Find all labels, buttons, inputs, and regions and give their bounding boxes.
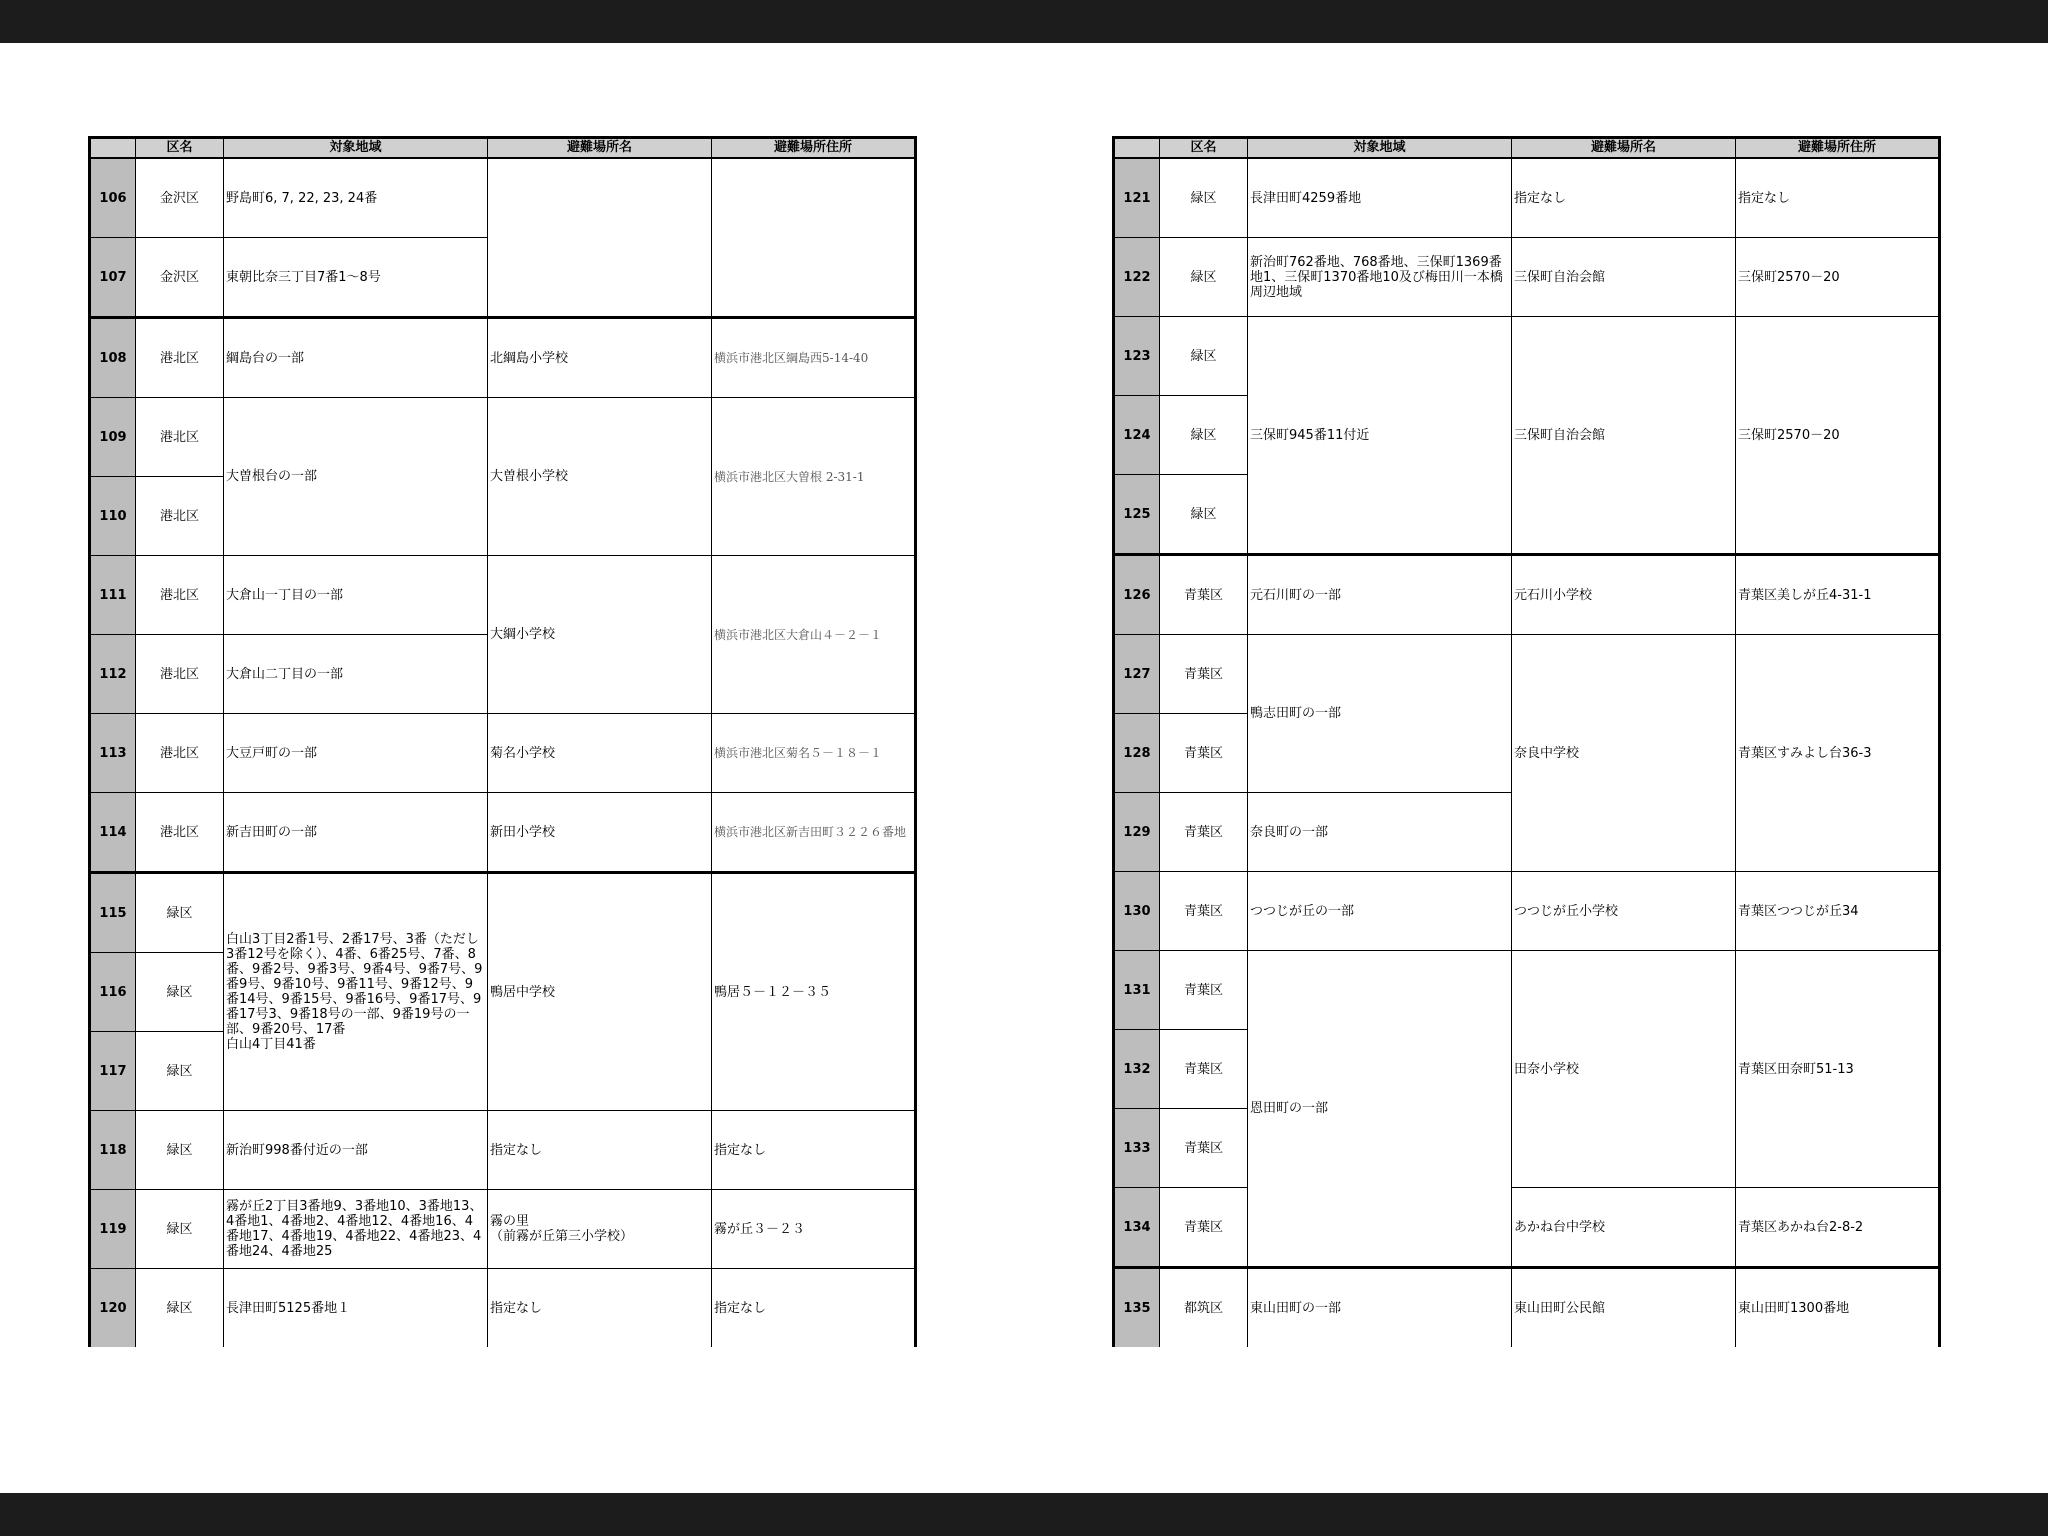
row-number: 125 (1114, 475, 1160, 555)
table-header-row (90, 138, 916, 159)
shelter-table-left (88, 136, 917, 1347)
table-row (90, 318, 916, 398)
ward-cell: 緑区 (1160, 238, 1248, 317)
row-number: 131 (1114, 951, 1160, 1030)
document-page-right (1112, 136, 1941, 1347)
table-row (90, 1190, 916, 1269)
address-cell: 指定なし (712, 1111, 916, 1190)
viewer-top-bar (0, 0, 2048, 43)
table-row (1114, 317, 1940, 396)
area-cell: 元石川町の一部 (1248, 555, 1512, 635)
shelter-cell: 指定なし (488, 1269, 712, 1348)
address-cell: 青葉区つつじが丘34 (1736, 872, 1940, 951)
area-cell: 野島町6, 7, 22, 23, 24番 (224, 158, 488, 238)
area-cell: 恩田町の一部 (1248, 951, 1512, 1268)
row-number: 110 (90, 477, 136, 556)
table-row (1114, 1268, 1940, 1348)
ward-cell: 青葉区 (1160, 793, 1248, 872)
area-cell: 新治町762番地、768番地、三保町1369番地1、三保町1370番地10及び梅田川一本橋周辺地域 (1248, 238, 1512, 317)
row-number: 133 (1114, 1109, 1160, 1188)
address-cell: 霧が丘３－２３ (712, 1190, 916, 1269)
table-row (1114, 635, 1940, 714)
area-cell: 三保町945番11付近 (1248, 317, 1512, 555)
ward-cell: 港北区 (136, 477, 224, 556)
ward-cell: 金沢区 (136, 158, 224, 238)
area-cell: 綱島台の一部 (224, 318, 488, 398)
address-cell: 青葉区田奈町51-13 (1736, 951, 1940, 1188)
table-row (90, 714, 916, 793)
table-row (1114, 158, 1940, 238)
table-row (90, 873, 916, 953)
ward-cell: 港北区 (136, 318, 224, 398)
header-shelter: 避難場所名 (488, 138, 712, 159)
ward-cell: 青葉区 (1160, 1030, 1248, 1109)
row-number: 130 (1114, 872, 1160, 951)
address-cell (712, 158, 916, 318)
header-ward: 区名 (1160, 138, 1248, 159)
table-row (1114, 951, 1940, 1030)
ward-cell: 青葉区 (1160, 555, 1248, 635)
row-number: 122 (1114, 238, 1160, 317)
address-cell: 横浜市港北区大曽根 2-31-1 (712, 398, 916, 556)
row-number: 120 (90, 1269, 136, 1348)
row-number: 116 (90, 953, 136, 1032)
shelter-cell: あかね台中学校 (1512, 1188, 1736, 1268)
area-cell: 大豆戸町の一部 (224, 714, 488, 793)
ward-cell: 都筑区 (1160, 1268, 1248, 1348)
address-cell: 青葉区あかね台2-8-2 (1736, 1188, 1940, 1268)
row-number: 117 (90, 1032, 136, 1111)
area-cell: 霧が丘2丁目3番地9、3番地10、3番地13、4番地1、4番地2、4番地12、4番地16、4番地17、4番地19、4番地22、4番地23、4番地24、4番地25 (224, 1190, 488, 1269)
ward-cell: 港北区 (136, 556, 224, 635)
ward-cell: 緑区 (1160, 158, 1248, 238)
shelter-cell: 田奈小学校 (1512, 951, 1736, 1188)
ward-cell: 緑区 (1160, 475, 1248, 555)
area-cell: 大倉山一丁目の一部 (224, 556, 488, 635)
ward-cell: 港北区 (136, 635, 224, 714)
shelter-cell: 元石川小学校 (1512, 555, 1736, 635)
row-number: 113 (90, 714, 136, 793)
area-cell: 鴨志田町の一部 (1248, 635, 1512, 793)
shelter-cell: 東山田町公民館 (1512, 1268, 1736, 1348)
row-number: 123 (1114, 317, 1160, 396)
address-cell: 鴨居５－１２－３５ (712, 873, 916, 1111)
header-shelter: 避難場所名 (1512, 138, 1736, 159)
table-row (90, 793, 916, 873)
header-no (1114, 138, 1160, 159)
ward-cell: 緑区 (1160, 317, 1248, 396)
row-number: 109 (90, 398, 136, 477)
address-cell: 指定なし (712, 1269, 916, 1348)
ward-cell: 緑区 (136, 1111, 224, 1190)
ward-cell: 港北区 (136, 398, 224, 477)
address-cell: 三保町2570－20 (1736, 317, 1940, 555)
row-number: 129 (1114, 793, 1160, 872)
ward-cell: 青葉区 (1160, 1109, 1248, 1188)
area-cell: 長津田町4259番地 (1248, 158, 1512, 238)
shelter-cell: 指定なし (1512, 158, 1736, 238)
area-cell: 白山3丁目2番1号、2番17号、3番（ただし3番12号を除く）、4番、6番25号、7番、8番、9番2号、9番3号、9番4号、9番7号、9番9号、9番10号、9番11号、9番12号、9番14号、9番15号、9番16号、9番17号、9番17号3、9番18号の一部、9番19号の一部、9番20号、17番 白山4丁目41番 (224, 873, 488, 1111)
ward-cell: 港北区 (136, 793, 224, 873)
area-cell: 新治町998番付近の一部 (224, 1111, 488, 1190)
row-number: 132 (1114, 1030, 1160, 1109)
table-row (90, 1269, 916, 1348)
row-number: 119 (90, 1190, 136, 1269)
header-area: 対象地域 (1248, 138, 1512, 159)
row-number: 115 (90, 873, 136, 953)
ward-cell: 緑区 (1160, 396, 1248, 475)
area-cell: 東朝比奈三丁目7番1～8号 (224, 238, 488, 318)
row-number: 127 (1114, 635, 1160, 714)
area-cell: 大曽根台の一部 (224, 398, 488, 556)
shelter-table-right (1112, 136, 1941, 1347)
address-cell: 横浜市港北区菊名５－１８－１ (712, 714, 916, 793)
row-number: 111 (90, 556, 136, 635)
header-address: 避難場所住所 (1736, 138, 1940, 159)
ward-cell: 金沢区 (136, 238, 224, 318)
shelter-cell: つつじが丘小学校 (1512, 872, 1736, 951)
shelter-cell: 大曽根小学校 (488, 398, 712, 556)
area-cell: 新吉田町の一部 (224, 793, 488, 873)
header-area: 対象地域 (224, 138, 488, 159)
ward-cell: 青葉区 (1160, 714, 1248, 793)
ward-cell: 青葉区 (1160, 951, 1248, 1030)
shelter-cell: 奈良中学校 (1512, 635, 1736, 872)
ward-cell: 青葉区 (1160, 1188, 1248, 1268)
shelter-cell (488, 158, 712, 318)
area-cell: 奈良町の一部 (1248, 793, 1512, 872)
area-cell: 大倉山二丁目の一部 (224, 635, 488, 714)
shelter-cell: 北綱島小学校 (488, 318, 712, 398)
area-cell: 東山田町の一部 (1248, 1268, 1512, 1348)
address-cell: 三保町2570－20 (1736, 238, 1940, 317)
ward-cell: 緑区 (136, 953, 224, 1032)
address-cell: 青葉区すみよし台36-3 (1736, 635, 1940, 872)
shelter-cell: 大綱小学校 (488, 556, 712, 714)
row-number: 121 (1114, 158, 1160, 238)
shelter-cell: 新田小学校 (488, 793, 712, 873)
area-cell: 長津田町5125番地１ (224, 1269, 488, 1348)
row-number: 124 (1114, 396, 1160, 475)
address-cell: 横浜市港北区新吉田町３２２６番地 (712, 793, 916, 873)
table-row (90, 556, 916, 635)
row-number: 108 (90, 318, 136, 398)
address-cell: 指定なし (1736, 158, 1940, 238)
header-no (90, 138, 136, 159)
row-number: 135 (1114, 1268, 1160, 1348)
header-address: 避難場所住所 (712, 138, 916, 159)
table-row (90, 398, 916, 477)
table-row (90, 158, 916, 238)
address-cell: 横浜市港北区大倉山４－２－１ (712, 556, 916, 714)
ward-cell: 緑区 (136, 1032, 224, 1111)
shelter-cell: 菊名小学校 (488, 714, 712, 793)
ward-cell: 青葉区 (1160, 635, 1248, 714)
ward-cell: 緑区 (136, 1190, 224, 1269)
row-number: 126 (1114, 555, 1160, 635)
table-row (90, 1111, 916, 1190)
row-number: 134 (1114, 1188, 1160, 1268)
table-header-row (1114, 138, 1940, 159)
header-ward: 区名 (136, 138, 224, 159)
viewer-bottom-bar (0, 1493, 2048, 1536)
table-row (1114, 872, 1940, 951)
row-number: 112 (90, 635, 136, 714)
address-cell: 横浜市港北区綱島西5-14-40 (712, 318, 916, 398)
address-cell: 東山田町1300番地 (1736, 1268, 1940, 1348)
row-number: 114 (90, 793, 136, 873)
row-number: 106 (90, 158, 136, 238)
row-number: 107 (90, 238, 136, 318)
shelter-cell: 霧の里 （前霧が丘第三小学校） (488, 1190, 712, 1269)
row-number: 128 (1114, 714, 1160, 793)
ward-cell: 緑区 (136, 873, 224, 953)
area-cell: つつじが丘の一部 (1248, 872, 1512, 951)
shelter-cell: 鴨居中学校 (488, 873, 712, 1111)
row-number: 118 (90, 1111, 136, 1190)
shelter-cell: 三保町自治会館 (1512, 317, 1736, 555)
ward-cell: 青葉区 (1160, 872, 1248, 951)
table-row (1114, 1188, 1940, 1268)
document-page-left (88, 136, 917, 1347)
ward-cell: 緑区 (136, 1269, 224, 1348)
ward-cell: 港北区 (136, 714, 224, 793)
table-row (1114, 238, 1940, 317)
table-row (1114, 555, 1940, 635)
shelter-cell: 指定なし (488, 1111, 712, 1190)
shelter-cell: 三保町自治会館 (1512, 238, 1736, 317)
address-cell: 青葉区美しが丘4-31-1 (1736, 555, 1940, 635)
